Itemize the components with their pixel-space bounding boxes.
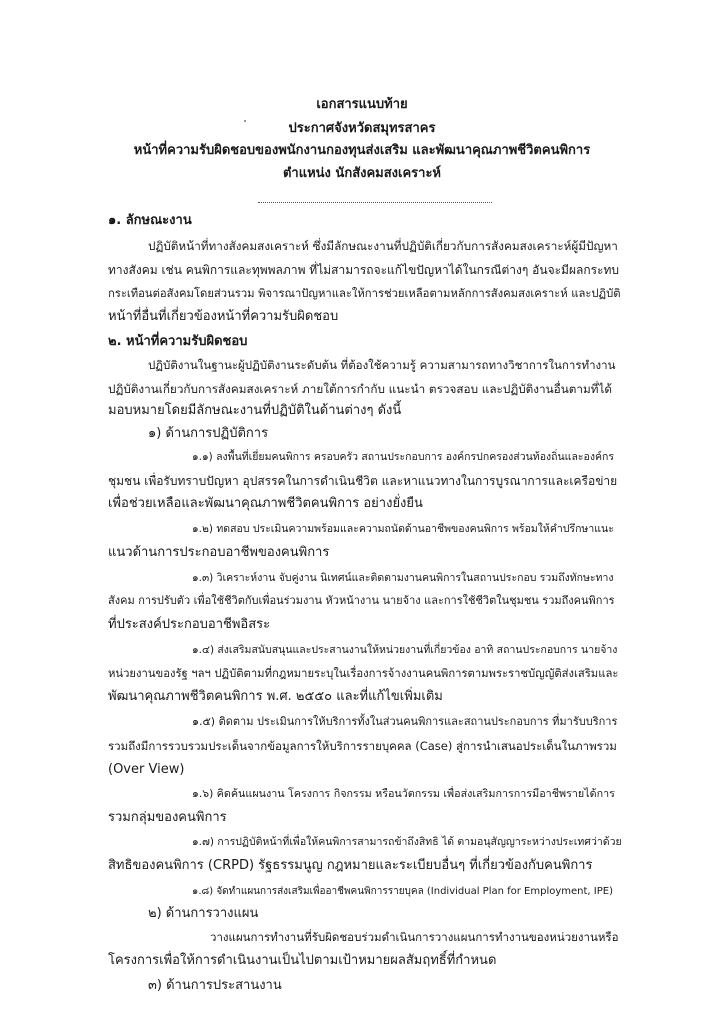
duty-item-line: ๑.๔) ส่งเสริมสนับสนุนและประสานงานให้หน่วยงานที่เกี่ยวข้อง อาทิ สถานประกอบการ นายจ้าง (192, 644, 618, 656)
duty-item-line: (Over View) (108, 762, 185, 777)
doc-header-announcement: ประกาศจังหวัดสมุทรสาคร (288, 121, 436, 136)
duty-item-line: ชุมชน เพื่อรับทราบปัญหา อุปสรรคในการดำเนินชีวิต และหาแนวทางในการบูรณาการและเครือข่าย (108, 474, 618, 488)
planning-line: วางแผนการทำงานที่รับผิดชอบร่วมดำเนินการวางแผนการทำงานของหน่วยงานหรือ (210, 930, 619, 944)
subsection-operations-heading: ๑) ด้านการปฏิบัติการ (148, 426, 269, 441)
duty-item-line: ๑.๗) การปฏิบัติหน้าที่เพื่อให้คนพิการสามารถข้าถึงสิทธิ ได้ ตามอนุสัญญาระหว่างประเทศว่าด้วย (192, 836, 622, 848)
section2-intro-line: มอบหมายโดยมีลักษณะงานที่ปฏิบัติในด้านต่างๆ ดังนี้ (108, 403, 402, 418)
subsection-coordination-heading: ๓) ด้านการประสานงาน (148, 978, 282, 993)
subsection-planning-heading: ๒) ด้านการวางแผน (148, 906, 259, 921)
section1-line: ทางสังคม เช่น คนพิการและทุพพลภาพ ที่ไม่สามารถจะแก้ไขปัญหาได้ในกรณีต่างๆ อันจะมีผลกระทบ (108, 263, 620, 277)
planning-line: โครงการเพื่อให้การดำเนินงานเป็นไปตามเป้าหมายผลสัมฤทธิ์ที่กำหนด (108, 953, 497, 968)
section2-heading: ๒. หน้าที่ความรับผิดชอบ (108, 334, 248, 349)
duty-item-line: ที่ประสงค์ประกอบอาชีพอิสระ (108, 617, 271, 632)
section2-intro-line: ปฏิบัติงานในฐานะผู้ปฏิบัติงานระดับต้น ที่ต้องใช้ความรู้ ความสามารถทางวิชาการในการทำงาน (148, 358, 616, 372)
header-divider (258, 202, 492, 203)
duty-item-line: ๑.๖) คิดค้นแผนงาน โครงการ กิจกรรม หรือนวัตกรรม เพื่อส่งเสริมการการมีอาชีพรายได้การ (192, 787, 615, 800)
duty-item-line: รวมถึงมีการรวบรวมประเด็นจากข้อมูลการให้บริการรายบุคคล (Case) สู่การนำเสนอประเด็นในภาพรวม (108, 739, 617, 753)
duty-item-line: หน่วยงานของรัฐ ฯลฯ ปฏิบัติตามที่กฎหมายระบุในเรื่องการจ้างงานคนพิการตามพระราชบัญญัติส่งเสริมและ (108, 667, 619, 680)
doc-header-attachment: เอกสารแนบท้าย (316, 97, 408, 112)
doc-header-position: ตำแหน่ง นักสังคมสงเคราะห์ (282, 166, 441, 181)
duty-item-line: ๑.๓) วิเคราะห์งาน จับคู่งาน นิเทศน์และติดตามงานคนพิการในสถานประกอบ รวมถึงทักษะทาง (192, 572, 614, 584)
duty-item-line: ๑.๘) จัดทำแผนการส่งเสริมเพื่ออาชีพคนพิการรายบุคล (Individual Plan for Employment, IPE) (192, 886, 613, 897)
duty-item-line: พัฒนาคุณภาพชีวิตคนพิการ พ.ศ. ๒๕๕๐ และที่แก้ไขเพิ่มเติม (108, 689, 443, 704)
doc-header-title: หน้าที่ความรับผิดชอบของพนักงานกองทุนส่งเสริม และพัฒนาคุณภาพชีวิตคนพิการ (133, 143, 591, 158)
section1-heading: ๑. ลักษณะงาน (108, 213, 192, 228)
duty-item-line: เพื่อช่วยเหลือและพัฒนาคุณภาพชีวิตคนพิการ อย่างยั่งยืน (108, 496, 423, 511)
section1-line: หน้าที่อื่นที่เกี่ยวข้องหน้าที่ความรับผิดชอบ (108, 309, 339, 324)
duty-item-line: ๑.๑) ลงพื้นที่เยี่ยมคนพิการ ครอบครัว สถานประกอบการ องค์กรปกครองส่วนท้องถิ่นและองค์กร (192, 451, 614, 463)
duty-item-line: สังคม การปรับตัว เพื่อใช้ชีวิตกับเพื่อนร่วมงาน หัวหน้างาน นายจ้าง และการใช้ชีวิตในชุมชน รวมถึงคนพิการ (108, 594, 615, 607)
duty-item-line: รวมกลุ่มของคนพิการ (108, 810, 227, 825)
section2-intro-line: ปฏิบัติงานเกี่ยวกับการสังคมสงเคราะห์ ภายใต้การกำกับ แนะนำ ตรวจสอบ และปฏิบัติงานอื่นตามที่ได้ (108, 382, 613, 396)
duty-item-line: ๑.๕) ติดตาม ประเมินการให้บริการทั้งในส่วนคนพิการและสถานประกอบการ ที่มารับบริการ (192, 715, 618, 728)
duty-item-line: สิทธิของคนพิการ (CRPD) รัฐธรรมนูญ กฎหมายและระเบียบอื่นๆ ที่เกี่ยวข้องกับคนพิการ (108, 858, 593, 873)
duty-item-line: แนวด้านการประกอบอาชีพของคนพิการ (108, 545, 330, 560)
section1-line: กระเทือนต่อสังคมโดยส่วนรวม พิจารณาปัญหาและให้การช่วยเหลือตามหลักการสังคมสงเคราะห์ และปฏิบัติ (108, 287, 621, 300)
section1-line: ปฏิบัติหน้าที่ทางสังคมสงเคราะห์ ซึ่งมีลักษณะงานที่ปฏิบัติเกี่ยวกับการสังคมสงเคราะห์ผู้มีปัญหา (148, 239, 618, 253)
duty-item-line: ๑.๒) ทดสอบ ประเมินความพร้อมและความถนัดด้านอาชีพของคนพิการ พร้อมให้คำปรึกษาแนะ (192, 523, 614, 535)
